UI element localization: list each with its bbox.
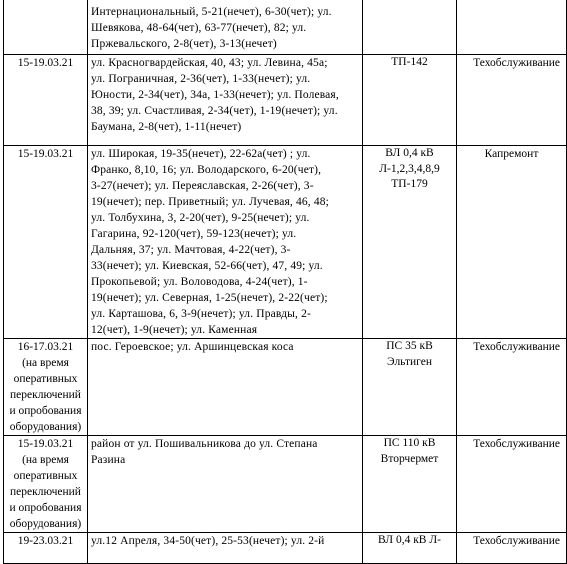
date-text: 15-19.03.21: [17, 148, 74, 160]
object-line: ПС 35 кВ: [386, 340, 433, 352]
work-type-cell: [457, 0, 567, 55]
object-cell: [363, 436, 457, 533]
date-cell: [4, 55, 88, 146]
date-cell: [4, 339, 88, 436]
work-type-cell: [457, 55, 567, 146]
table-row: [4, 436, 567, 533]
address-line: Дальняя, 37; ул. Мачтовая, 4-22(чет), 3-: [91, 244, 291, 256]
work-type-text: Техобслуживание: [473, 535, 560, 547]
address-line: Прокопьевой; ул. Воловодова, 4-24(чет), 1-: [91, 276, 308, 288]
date-note-line: и опробования: [9, 502, 82, 514]
table-row: [4, 146, 567, 339]
date-cell: [4, 436, 88, 533]
work-type-text: Техобслуживание: [473, 438, 560, 450]
object-line: ТП-179: [391, 178, 428, 190]
address-line: ул. Красногвардейская, 40, 43; ул. Левина, 45а;: [91, 57, 328, 69]
date-note-line: переключений: [10, 389, 81, 401]
address-cell: [88, 0, 363, 55]
outage-schedule-table: [3, 0, 567, 564]
address-cell: [88, 533, 363, 564]
object-line: Вторчермет: [380, 452, 439, 465]
date-note-line: оперативных: [13, 470, 78, 482]
date-note-line: (на время: [22, 357, 69, 369]
object-cell: [363, 146, 457, 339]
object-cell: [363, 533, 457, 564]
work-type-cell: [457, 339, 567, 436]
object-line: Л-1,2,3,4,8,9: [379, 162, 440, 175]
date-text: 16-17.03.21: [17, 341, 74, 353]
address-line: 12(чет), 1-9(нечет); ул. Каменная: [91, 324, 258, 336]
address-line: 19(нечет); пер. Приветный; ул. Лучевая, 46, 48;: [91, 196, 329, 208]
table-row: [4, 55, 567, 146]
address-line: Франко, 8,10, 16; ул. Володарского, 6-20(чет),: [91, 164, 322, 176]
object-line: ПС 110 кВ: [383, 437, 436, 449]
address-line: Юности, 2-34(чет), 34а, 1-33(нечет); ул. Полевая,: [91, 89, 339, 101]
address-line: ул. Широкая, 19-35(нечет), 22-62а(чет) ; ул.: [91, 148, 311, 160]
address-line: Баумана, 2-8(чет), 1-11(нечет): [91, 121, 242, 133]
address-cell: [88, 339, 363, 436]
work-type-text: Техобслуживание: [473, 341, 560, 353]
work-type-cell: [457, 436, 567, 533]
date-note-line: (на время: [22, 454, 69, 466]
table-row: [4, 0, 567, 55]
work-type-text: Техобслуживание: [473, 57, 560, 69]
work-type-cell: [457, 146, 567, 339]
object-cell: [363, 55, 457, 146]
address-line: Пржевальского, 2-8(чет), 3-13(нечет): [91, 38, 277, 50]
date-note-line: переключений: [10, 486, 81, 498]
address-line: 19(нечет); ул. Северная, 1-25(нечет), 2-22(чет);: [91, 292, 328, 304]
date-note-line: оперативных: [13, 373, 78, 385]
date-text: 19-23.03.21: [17, 535, 74, 547]
work-type-text: Капремонт: [484, 148, 539, 160]
date-note-line: оборудования): [9, 421, 82, 433]
address-line: пос. Героевское; ул. Аршинцевская коса: [91, 341, 294, 353]
work-type-cell: [457, 533, 567, 564]
object-cell: [363, 0, 457, 55]
date-note-line: оборудования): [9, 518, 82, 530]
address-line: Интернациональный, 5-21(нечет), 6-30(чет); ул.: [91, 6, 332, 18]
address-line: ул. Карташова, 6, 3-9(нечет); ул. Правды, 2-: [91, 308, 311, 320]
address-line: Шевякова, 48-64(чет), 63-77(нечет), 82; ул.: [91, 22, 307, 34]
table-row: [4, 533, 567, 564]
date-note-line: и опробования: [9, 405, 82, 417]
address-cell: [88, 146, 363, 339]
address-line: Гагарина, 92-120(чет), 59-123(нечет); ул.: [91, 228, 297, 240]
object-line: ВЛ 0,4 кВ Л-: [378, 534, 441, 546]
date-text: 15-19.03.21: [17, 57, 74, 69]
object-cell: [363, 339, 457, 436]
address-line: 33(нечет); ул. Киевская, 52-66(чет), 47, 49; ул.: [91, 260, 323, 272]
object-line: Эльтиген: [387, 355, 432, 368]
address-cell: [88, 436, 363, 533]
address-cell: [88, 55, 363, 146]
date-cell: [4, 533, 88, 564]
address-line: 38, 39; ул. Счастливая, 2-34(чет), 1-19(нечет); ул.: [91, 105, 338, 117]
address-line: ул.12 Апреля, 34-50(чет), 25-53(нечет); ул. 2-й: [91, 535, 325, 547]
object-line: ТП-142: [391, 56, 428, 68]
date-cell: [4, 146, 88, 339]
date-text: 15-19.03.21: [17, 438, 74, 450]
address-line: Разина: [91, 454, 126, 466]
date-cell: [4, 0, 88, 55]
address-line: ул. Пограничная, 2-36(чет), 1-33(нечет); ул.: [91, 73, 311, 85]
address-line: 3-27(нечет); ул. Переяславская, 2-26(чет), 3-: [91, 180, 314, 192]
address-line: ул. Толбухина, 3, 2-20(чет), 9-25(нечет); ул.: [91, 212, 310, 224]
table-row: [4, 339, 567, 436]
address-line: район от ул. Пошивальникова до ул. Степана: [91, 438, 318, 450]
object-line: ВЛ 0,4 кВ: [385, 147, 434, 159]
